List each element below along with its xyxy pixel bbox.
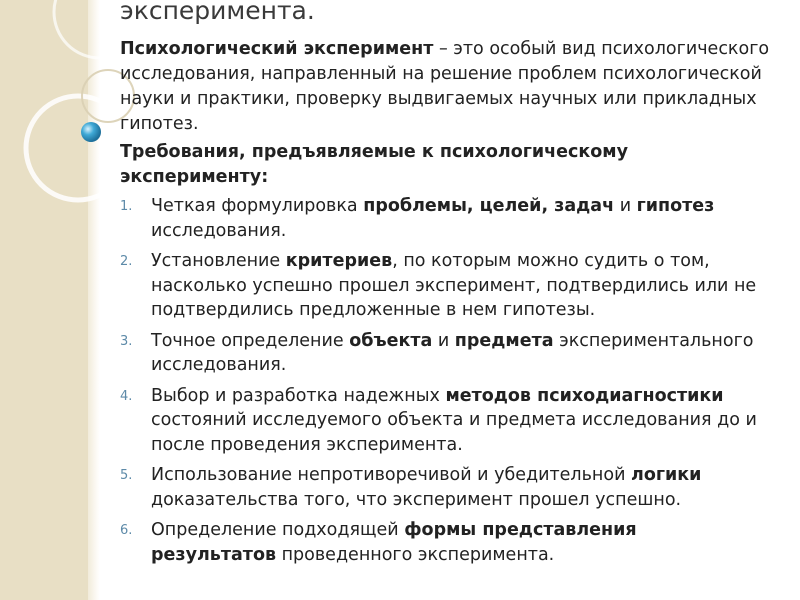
requirement-number: 1. (120, 199, 133, 214)
requirement-keyword: объекта (349, 330, 433, 351)
requirement-number: 2. (120, 254, 133, 269)
requirement-text: исследования. (151, 220, 287, 241)
requirement-text: Выбор и разработка надежных (151, 385, 446, 406)
requirement-text: Установление (151, 251, 286, 271)
decorative-ring-large (26, 96, 130, 200)
requirements-heading: Требования, предъявляемые к психологическому эксперименту: (120, 142, 629, 187)
requirement-text: и (614, 196, 637, 216)
requirement-text: Точное определение (151, 330, 350, 351)
requirement-keyword: критериев (285, 251, 393, 271)
requirement-text: проведенного эксперимента. (276, 544, 555, 565)
requirement-keyword: предмета (454, 330, 554, 351)
requirement-item (120, 463, 760, 512)
requirement-item (120, 194, 760, 243)
definition-paragraph (120, 37, 780, 137)
requirement-text: и (432, 330, 455, 351)
requirement-number: 5. (120, 468, 133, 483)
blue-bead-icon (81, 122, 101, 142)
requirement-text: состояний исследуемого объекта и предмета исследования до и после проведения эксперимента. (151, 410, 757, 455)
requirement-text: Четкая формулировка (151, 196, 364, 216)
requirement-number: 4. (120, 388, 133, 404)
requirement-text: , по которым можно судить о том, насколько успешно прошел эксперимент, подтвердились или не подтвердились предложенные в нем гипотезы. (151, 251, 757, 320)
requirement-text: Использование непротиворечивой и убедительной (151, 465, 632, 485)
requirement-number: 6. (120, 523, 133, 538)
slide-title: эксперимента. (120, 0, 315, 25)
definition-term: Психологический эксперимент (120, 39, 434, 59)
requirement-item (120, 518, 760, 567)
requirement-keyword: проблемы, целей, задач (363, 196, 615, 216)
requirements-list (120, 194, 760, 573)
requirement-number: 3. (120, 333, 133, 349)
requirement-keyword: гипотез (636, 196, 715, 216)
requirement-item (120, 384, 760, 458)
requirement-keyword: логики (631, 465, 702, 485)
requirement-keyword: формы представления результатов (151, 520, 637, 565)
requirement-text: доказательства того, что эксперимент прошел успешно. (151, 489, 682, 510)
requirement-text: Определение подходящей (151, 520, 405, 540)
requirement-item (120, 249, 760, 323)
requirement-keyword: методов психодиагностики (445, 385, 724, 406)
requirement-item (120, 329, 760, 378)
requirement-text: экспериментального исследования. (151, 330, 754, 375)
definition-text: – это особый вид психологического исследования, направленный на решение проблем психологической науки и практики, проверку выдвигаемых научных или прикладных гипотез. (120, 39, 770, 134)
